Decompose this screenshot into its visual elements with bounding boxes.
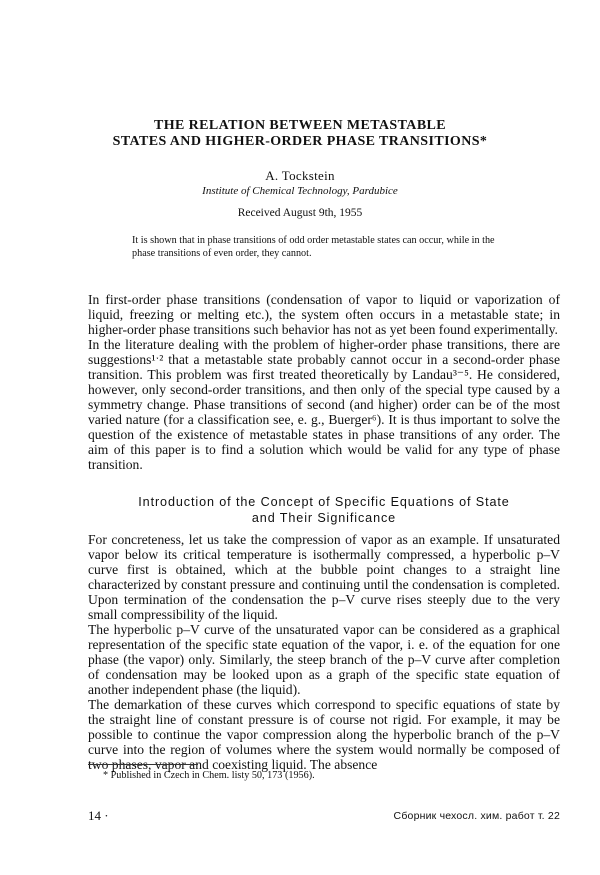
section-heading-line-2: and Their Significance	[251, 511, 397, 525]
section-heading-line-1: Introduction of the Concept of Specific Equations of State	[138, 495, 510, 509]
author: A. Tockstein	[265, 168, 335, 183]
journal-reference: Сборник чехосл. хим. работ т. 22	[393, 810, 560, 822]
paragraph: For concreteness, let us take the compression of vapor as an example. If unsaturated vapor below its critical temperature is isothermally compressed, a hyperbolic p–V curve first is obtained, which at the bubble point changes to a straight line characterized by constant pressure and continuing until the condensation is completed. Upon termination of the condensation the p–V curve rises steeply due to the very small compressibility of the liquid.	[88, 532, 560, 622]
footnote: * Published in Czech in Chem. listy 50, 173 (1956).	[103, 770, 315, 781]
paragraph: The hyperbolic p–V curve of the unsaturated vapor can be considered as a graphical representation of the specific state equation of the vapor, i. e. of the equation for one phase (the vapor) only. Similarly, the steep branch of the p–V curve after completion of condensation may be looked upon as a graph of the specific state equation of another independent phase (the liquid).	[88, 622, 560, 697]
institution: Institute of Chemical Technology, Pardubice	[202, 185, 398, 197]
section-heading	[88, 494, 560, 526]
intro-section	[88, 292, 560, 472]
title-line-2: STATES AND HIGHER-ORDER PHASE TRANSITIONS*	[112, 134, 488, 149]
paragraph: The demarkation of these curves which correspond to specific equations of state by the straight line of constant pressure is of course not rigid. For example, it may be possible to continue the vapor compression along the hyperbolic branch of the p–V curve into the region of volumes where the system would normally be composed of two phases, vapor and coexisting liquid. The absence	[88, 697, 560, 772]
received-date: Received August 9th, 1955	[237, 207, 363, 219]
paragraph: In the literature dealing with the problem of higher-order phase transitions, there are suggestions¹ˑ² that a metastable state probably cannot occur in a second-order phase transition. This problem was first treated theoretically by Landau³⁻⁵. He considered, however, only second-order transitions, and then only of the special type caused by a symmetry change. Phase transitions of second (and higher) order can be of the most varied nature (for a classification see, e. g., Buerger⁶). It is thus important to solve the question of the existence of metastable states in phase transitions of any order. The aim of this paper is to find a solution which would be valid for any type of phase transition.	[88, 337, 560, 472]
paragraph: In first-order phase transitions (condensation of vapor to liquid or vaporization of liquid, freezing or melting etc.), the system often occurs in a metastable state; in higher-order phase transitions such behavior has not as yet been found experimentally.	[88, 292, 560, 337]
section-body	[88, 532, 560, 772]
footnote-divider	[88, 764, 198, 765]
page-number: 14 ·	[88, 808, 109, 823]
title-line-1: THE RELATION BETWEEN METASTABLE	[153, 118, 447, 133]
abstract: It is shown that in phase transitions of odd order metastable states can occur, while in the phase transitions of even order, they cannot.	[132, 235, 495, 259]
